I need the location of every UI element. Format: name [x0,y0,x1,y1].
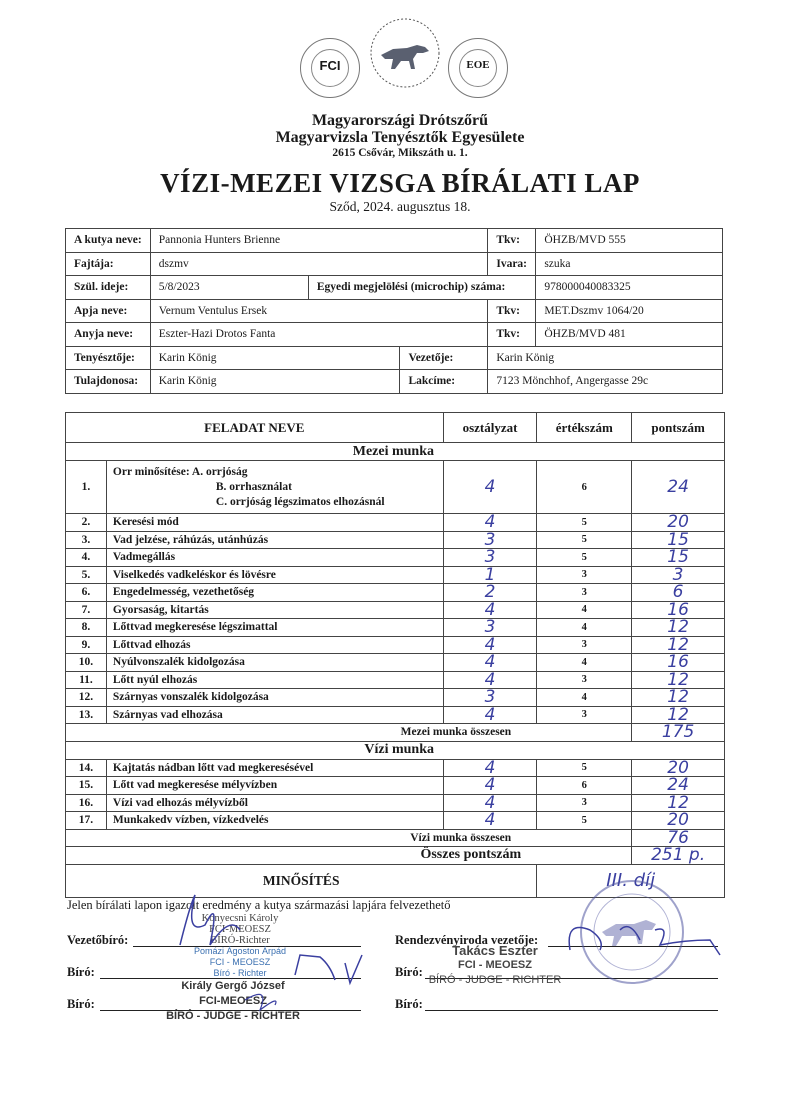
dam-value: Eszter-Hazi Drotos Fanta [150,323,488,347]
table-row [66,601,725,619]
dob-label: Szül. ideje: [66,276,151,300]
task-name: Vadmegállás [106,549,443,567]
task-number: 9. [66,636,107,654]
stamp-line: Pomázi Ágoston Árpád [193,946,287,956]
points-value: 20 [632,812,725,830]
task1-line3: C. orrjóság légszimatos elhozásnál [215,495,385,508]
tkv-value: ÖHZB/MVD 555 [536,229,723,253]
weight-value: 6 [537,461,632,514]
col-weight: értékszám [537,413,632,443]
points-value: 20 [632,759,725,777]
water-total-label: Vízi munka összesen [66,829,632,847]
owner-value: Karin König [150,370,400,394]
chip-label: Egyedi megjelölési (microchip) száma: [308,276,536,300]
place-date: Sződ, 2024. augusztus 18. [329,199,471,214]
dam-tkv-label: Tkv: [488,323,536,347]
water-total-row [66,829,725,847]
task-name: Nyúlvonszalék kidolgozása [106,654,443,672]
task-name: Szárnyas vad elhozása [106,706,443,724]
table-row [66,689,725,707]
table-row [66,514,725,532]
org-name-line1: Magyarországi Drótszőrű [311,112,489,129]
points-value: 16 [632,654,725,672]
sire-tkv-label: Tkv: [488,299,536,323]
weight-value: 5 [537,514,632,532]
judge4-signature-line [425,1010,718,1011]
points-value: 15 [632,531,725,549]
judge3-label: Bíró: [395,965,423,979]
stamp-line: FCI-MEOESZ [209,924,271,935]
task-name: Lőttvad megkeresése légszimattal [106,619,443,637]
task-name: Engedelmesség, vezethetőség [106,584,443,602]
weight-value: 6 [537,777,632,795]
water-section-row [66,741,725,759]
points-value: 12 [632,794,725,812]
weight-value: 3 [537,584,632,602]
weight-value: 4 [537,601,632,619]
score-header-row [66,413,725,443]
weight-value: 4 [537,689,632,707]
meoesz-logo [448,38,508,98]
breeder-label: Tenyésztője: [66,346,151,370]
fci-logo [300,38,360,98]
points-value: 12 [632,636,725,654]
task-number: 11. [66,671,107,689]
sire-tkv-value: MET.Dszmv 1064/20 [536,299,723,323]
field-total-value: 175 [632,724,725,742]
org-name-line2: Magyarvizsla Tenyésztők Egyesülete [275,129,525,146]
task-name: Vad jelzése, ráhúzás, utánhúzás [106,531,443,549]
points-value: 6 [632,584,725,602]
field-section-row [66,443,725,461]
meoesz-logo-text: EOE [466,59,490,71]
table-row [66,794,725,812]
points-value: 24 [632,777,725,795]
dam-tkv-value: ÖHZB/MVD 481 [536,323,723,347]
weight-value: 3 [537,671,632,689]
points-value: 16 [632,601,725,619]
row-sire [66,299,723,323]
stamp-line: Bíró - Richter [213,968,267,978]
tkv-label: Tkv: [488,229,536,253]
task-number: 6. [66,584,107,602]
grade-value: 2 [443,584,537,602]
grade-value: 3 [443,689,537,707]
grade-value: 4 [443,794,537,812]
grade-value: 3 [443,619,537,637]
table-row [66,549,725,567]
sire-label: Apja neve: [66,299,151,323]
task-number: 5. [66,566,107,584]
row-owner [66,370,723,394]
fci-logo-text: FCI [319,58,341,73]
sex-label: Ivara: [488,252,536,276]
owner-address-label: Lakcíme: [400,370,488,394]
weight-value: 4 [537,654,632,672]
pointer-dog-icon [367,15,443,91]
task-number: 10. [66,654,107,672]
row-breeder [66,346,723,370]
office-signature-icon [560,910,730,970]
signature-scribbles-icon [150,885,410,1045]
grade-value: 4 [443,671,537,689]
points-value: 12 [632,689,725,707]
grade-value: 4 [443,461,537,514]
office-head-label: Rendezvényiroda vezetője: [395,933,539,947]
task-name [106,461,443,514]
task-number: 16. [66,794,107,812]
task-name: Lőtt vad megkeresése mélyvízben [106,777,443,795]
task-number: 17. [66,812,107,830]
breed-value: dszmv [150,252,488,276]
task-name: Keresési mód [106,514,443,532]
table-row [66,566,725,584]
points-value: 12 [632,671,725,689]
table-row [66,671,725,689]
table-row [66,777,725,795]
task-name: Gyorsaság, kitartás [106,601,443,619]
weight-value: 4 [537,619,632,637]
task-number: 15. [66,777,107,795]
col-task: FELADAT NEVE [66,413,444,443]
judge1-label: Bíró: [67,965,95,979]
task-number: 13. [66,706,107,724]
table-row [66,759,725,777]
field-total-label: Mezei munka összesen [66,724,632,742]
points-value: 24 [632,461,725,514]
owner-label: Tulajdonosa: [66,370,151,394]
dog-info-table [65,228,723,394]
task-name: Vízi vad elhozás mélyvízből [106,794,443,812]
grade-value: 4 [443,654,537,672]
row-dob [66,276,723,300]
task-name: Lőtt nyúl elhozás [106,671,443,689]
weight-value: 3 [537,636,632,654]
stamp-line: Takács Eszter [452,943,538,958]
task-number: 14. [66,759,107,777]
weight-value: 5 [537,759,632,777]
task-number: 1. [66,461,107,514]
chip-value: 978000040083325 [536,276,723,300]
weight-value: 3 [537,794,632,812]
grand-total-label: Összes pontszám [66,847,632,865]
row-dog-name [66,229,723,253]
water-total-value: 76 [632,829,725,847]
breed-label: Fajtája: [66,252,151,276]
table-row [66,619,725,637]
points-value: 3 [632,566,725,584]
stamp-line: BÍRÓ - JUDGE - RICHTER [166,1010,300,1022]
stamp-line: FCI - MEOESZ [209,957,271,967]
page-title: VÍZI-MEZEI VIZSGA BÍRÁLATI LAP [160,168,640,198]
grade-value: 4 [443,759,537,777]
task1-line1: Orr minősítése: A. orrjóság [112,465,248,478]
water-section-title: Vízi munka [66,741,725,759]
org-address: 2615 Csővár, Mikszáth u. 1. [332,147,468,159]
row-dam [66,323,723,347]
task-number: 2. [66,514,107,532]
table-row [66,654,725,672]
table-row [66,636,725,654]
weight-value: 5 [537,812,632,830]
stamp-line: Konyecsni Károly [201,913,279,924]
task-name: Szárnyas vonszalék kidolgozása [106,689,443,707]
task-number: 12. [66,689,107,707]
weight-value: 5 [537,549,632,567]
judge2-label: Bíró: [67,997,95,1011]
score-table [65,412,725,898]
dog-name-value: Pannonia Hunters Brienne [150,229,488,253]
weight-value: 5 [537,531,632,549]
col-grade: osztályzat [443,413,537,443]
weight-value: 3 [537,706,632,724]
stamp-line: FCI-MEOESZ [199,995,267,1007]
sire-value: Vernum Ventulus Ersek [150,299,488,323]
points-value: 15 [632,549,725,567]
table-row [66,584,725,602]
grand-total-row [66,847,725,865]
handler-label: Vezetője: [400,346,488,370]
grade-value: 4 [443,777,537,795]
grade-value: 4 [443,601,537,619]
points-value: 12 [632,619,725,637]
stamp-line: FCI - MEOESZ [458,959,532,971]
row-breed [66,252,723,276]
judge3-stamp [420,943,570,988]
task-number: 7. [66,601,107,619]
table-row [66,706,725,724]
grade-value: 3 [443,549,537,567]
grade-value: 1 [443,566,537,584]
breeder-value: Karin König [150,346,400,370]
dam-label: Anyja neve: [66,323,151,347]
judge4-label: Bíró: [395,997,423,1011]
sex-value: szuka [536,252,723,276]
col-points: pontszám [632,413,725,443]
table-row [66,461,725,514]
rating-label: MINŐSÍTÉS [66,864,537,897]
stamp-line: BÍRÓ - JUDGE - RICHTER [428,974,562,986]
dog-name-label: A kutya neve: [66,229,151,253]
task-name: Viselkedés vadkeléskor és lövésre [106,566,443,584]
task-number: 3. [66,531,107,549]
task-name: Kajtatás nádban lőtt vad megkeresésével [106,759,443,777]
grade-value: 4 [443,514,537,532]
handler-value: Karin König [488,346,723,370]
task1-line2: B. orrhasználat [215,480,292,493]
grade-value: 4 [443,636,537,654]
footer-note: Jelen bírálati lapon igazolt eredmény a kutya származási lapjára felvezethető [67,898,451,912]
stamp-line: Király Gergő József [181,980,285,992]
head-judge-label: Vezetőbíró: [67,933,129,947]
task-name: Lőttvad elhozás [106,636,443,654]
table-row [66,531,725,549]
task-name: Munkakedv vízben, vízkedvelés [106,812,443,830]
grade-value: 4 [443,812,537,830]
club-logo [367,15,443,91]
stamp-line: BÍRÓ-Richter [210,935,270,946]
points-value: 12 [632,706,725,724]
grade-value: 3 [443,531,537,549]
owner-address-value: 7123 Mönchhof, Angergasse 29c [488,370,723,394]
weight-value: 3 [537,566,632,584]
grade-value: 4 [443,706,537,724]
grand-total-value: 251 p. [632,847,725,865]
task-number: 8. [66,619,107,637]
table-row [66,812,725,830]
field-section-title: Mezei munka [66,443,725,461]
field-total-row [66,724,725,742]
dob-value: 5/8/2023 [150,276,308,300]
task-number: 4. [66,549,107,567]
rating-value: III. díj [537,864,725,897]
points-value: 20 [632,514,725,532]
